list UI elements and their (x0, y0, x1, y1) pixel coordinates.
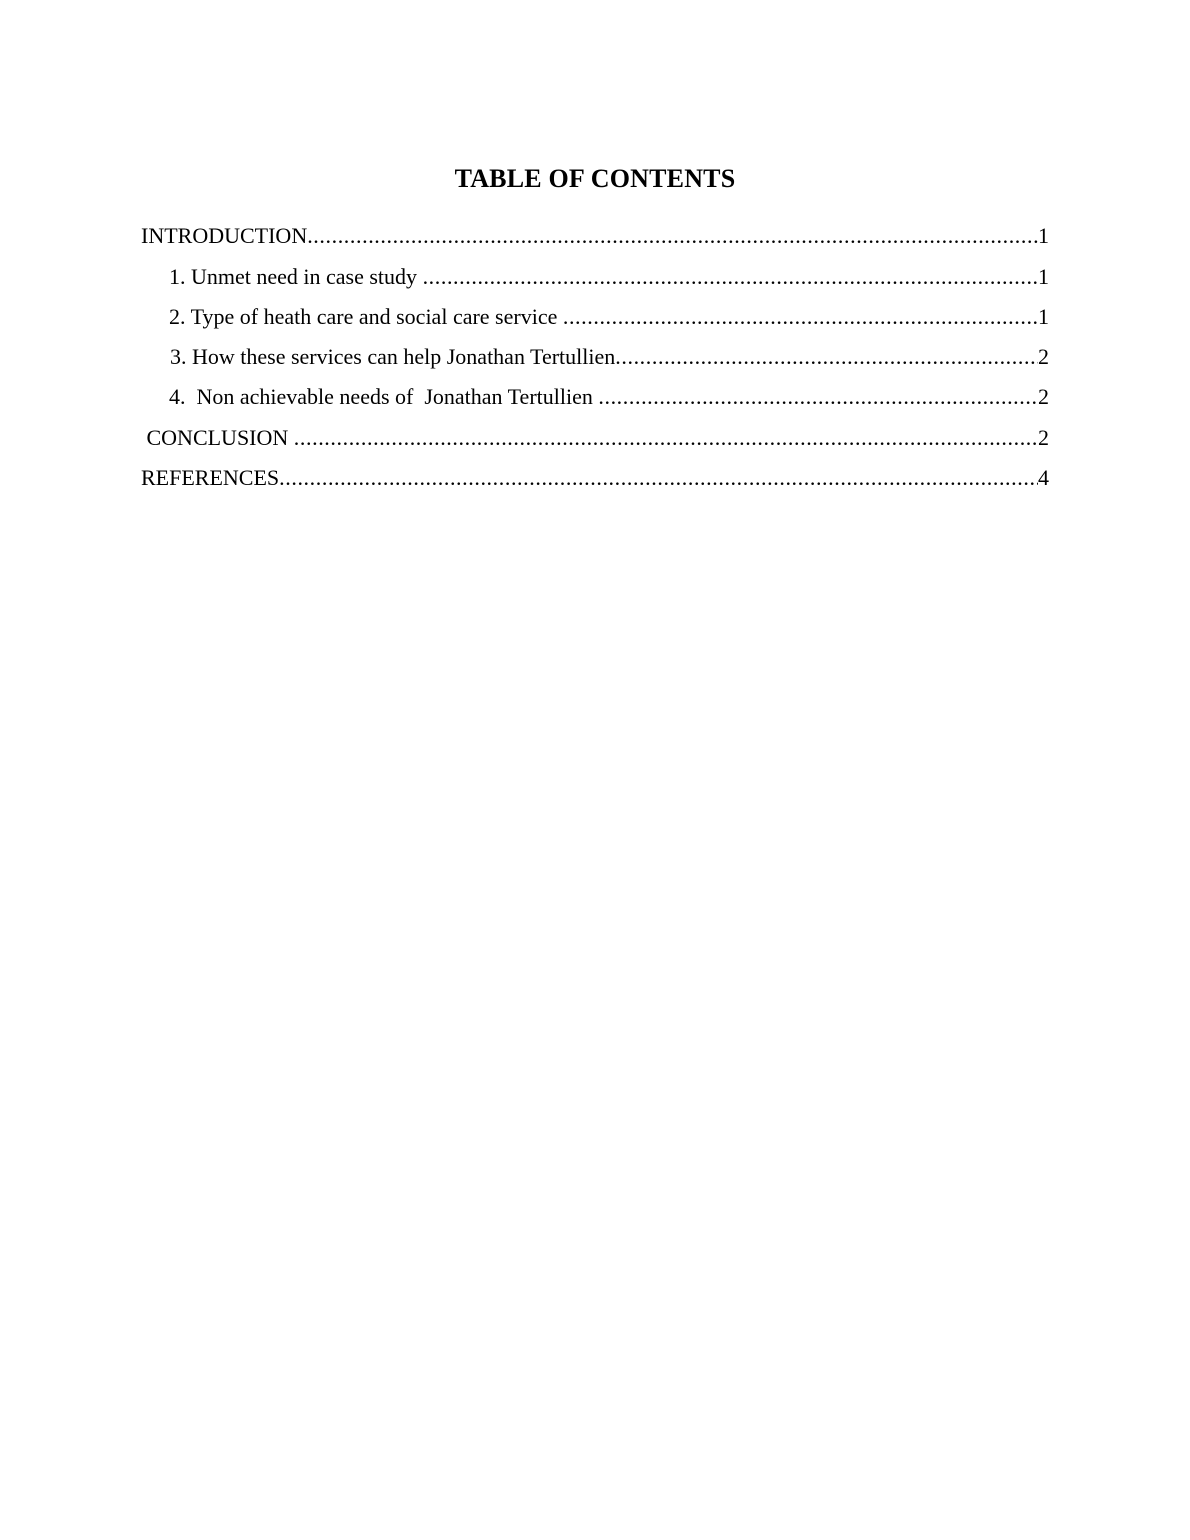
toc-page-number: 1 (1038, 223, 1049, 248)
toc-entry-conclusion[interactable] (141, 424, 1049, 452)
toc-entry-label: 1. Unmet need in case study (169, 264, 423, 289)
toc-entry-label: CONCLUSION (141, 425, 294, 450)
toc-page-number: 1 (1038, 304, 1049, 329)
toc-entry-introduction[interactable] (141, 222, 1049, 250)
toc-dot-leader (563, 303, 1038, 331)
toc-entry-label: INTRODUCTION (141, 223, 308, 248)
toc-entry-references[interactable] (141, 464, 1049, 492)
toc-dot-leader (294, 424, 1038, 452)
toc-dot-leader (279, 464, 1038, 492)
toc-page-number: 1 (1038, 264, 1049, 289)
toc-page-number: 4 (1038, 465, 1049, 490)
toc-dot-leader (307, 222, 1038, 250)
toc-entry-label: REFERENCES (141, 465, 280, 490)
toc-entry-services-help[interactable] (170, 343, 1049, 371)
toc-entry-care-service-type[interactable] (169, 303, 1049, 331)
toc-entry-unmet-need[interactable] (169, 263, 1049, 291)
toc-dot-leader (615, 343, 1038, 371)
toc-entry-non-achievable-needs[interactable] (169, 383, 1049, 411)
toc-page-number: 2 (1038, 344, 1049, 369)
toc-title: TABLE OF CONTENTS (454, 164, 736, 193)
toc-page-number: 2 (1038, 384, 1049, 409)
toc-page-number: 2 (1038, 425, 1049, 450)
toc-entry-label: 3. How these services can help Jonathan Tertullien (170, 344, 616, 369)
toc-dot-leader (598, 383, 1038, 411)
toc-dot-leader (423, 263, 1038, 291)
toc-entry-label: 4. Non achievable needs of Jonathan Tertullien (169, 384, 599, 409)
toc-entry-label: 2. Type of heath care and social care service (169, 304, 563, 329)
